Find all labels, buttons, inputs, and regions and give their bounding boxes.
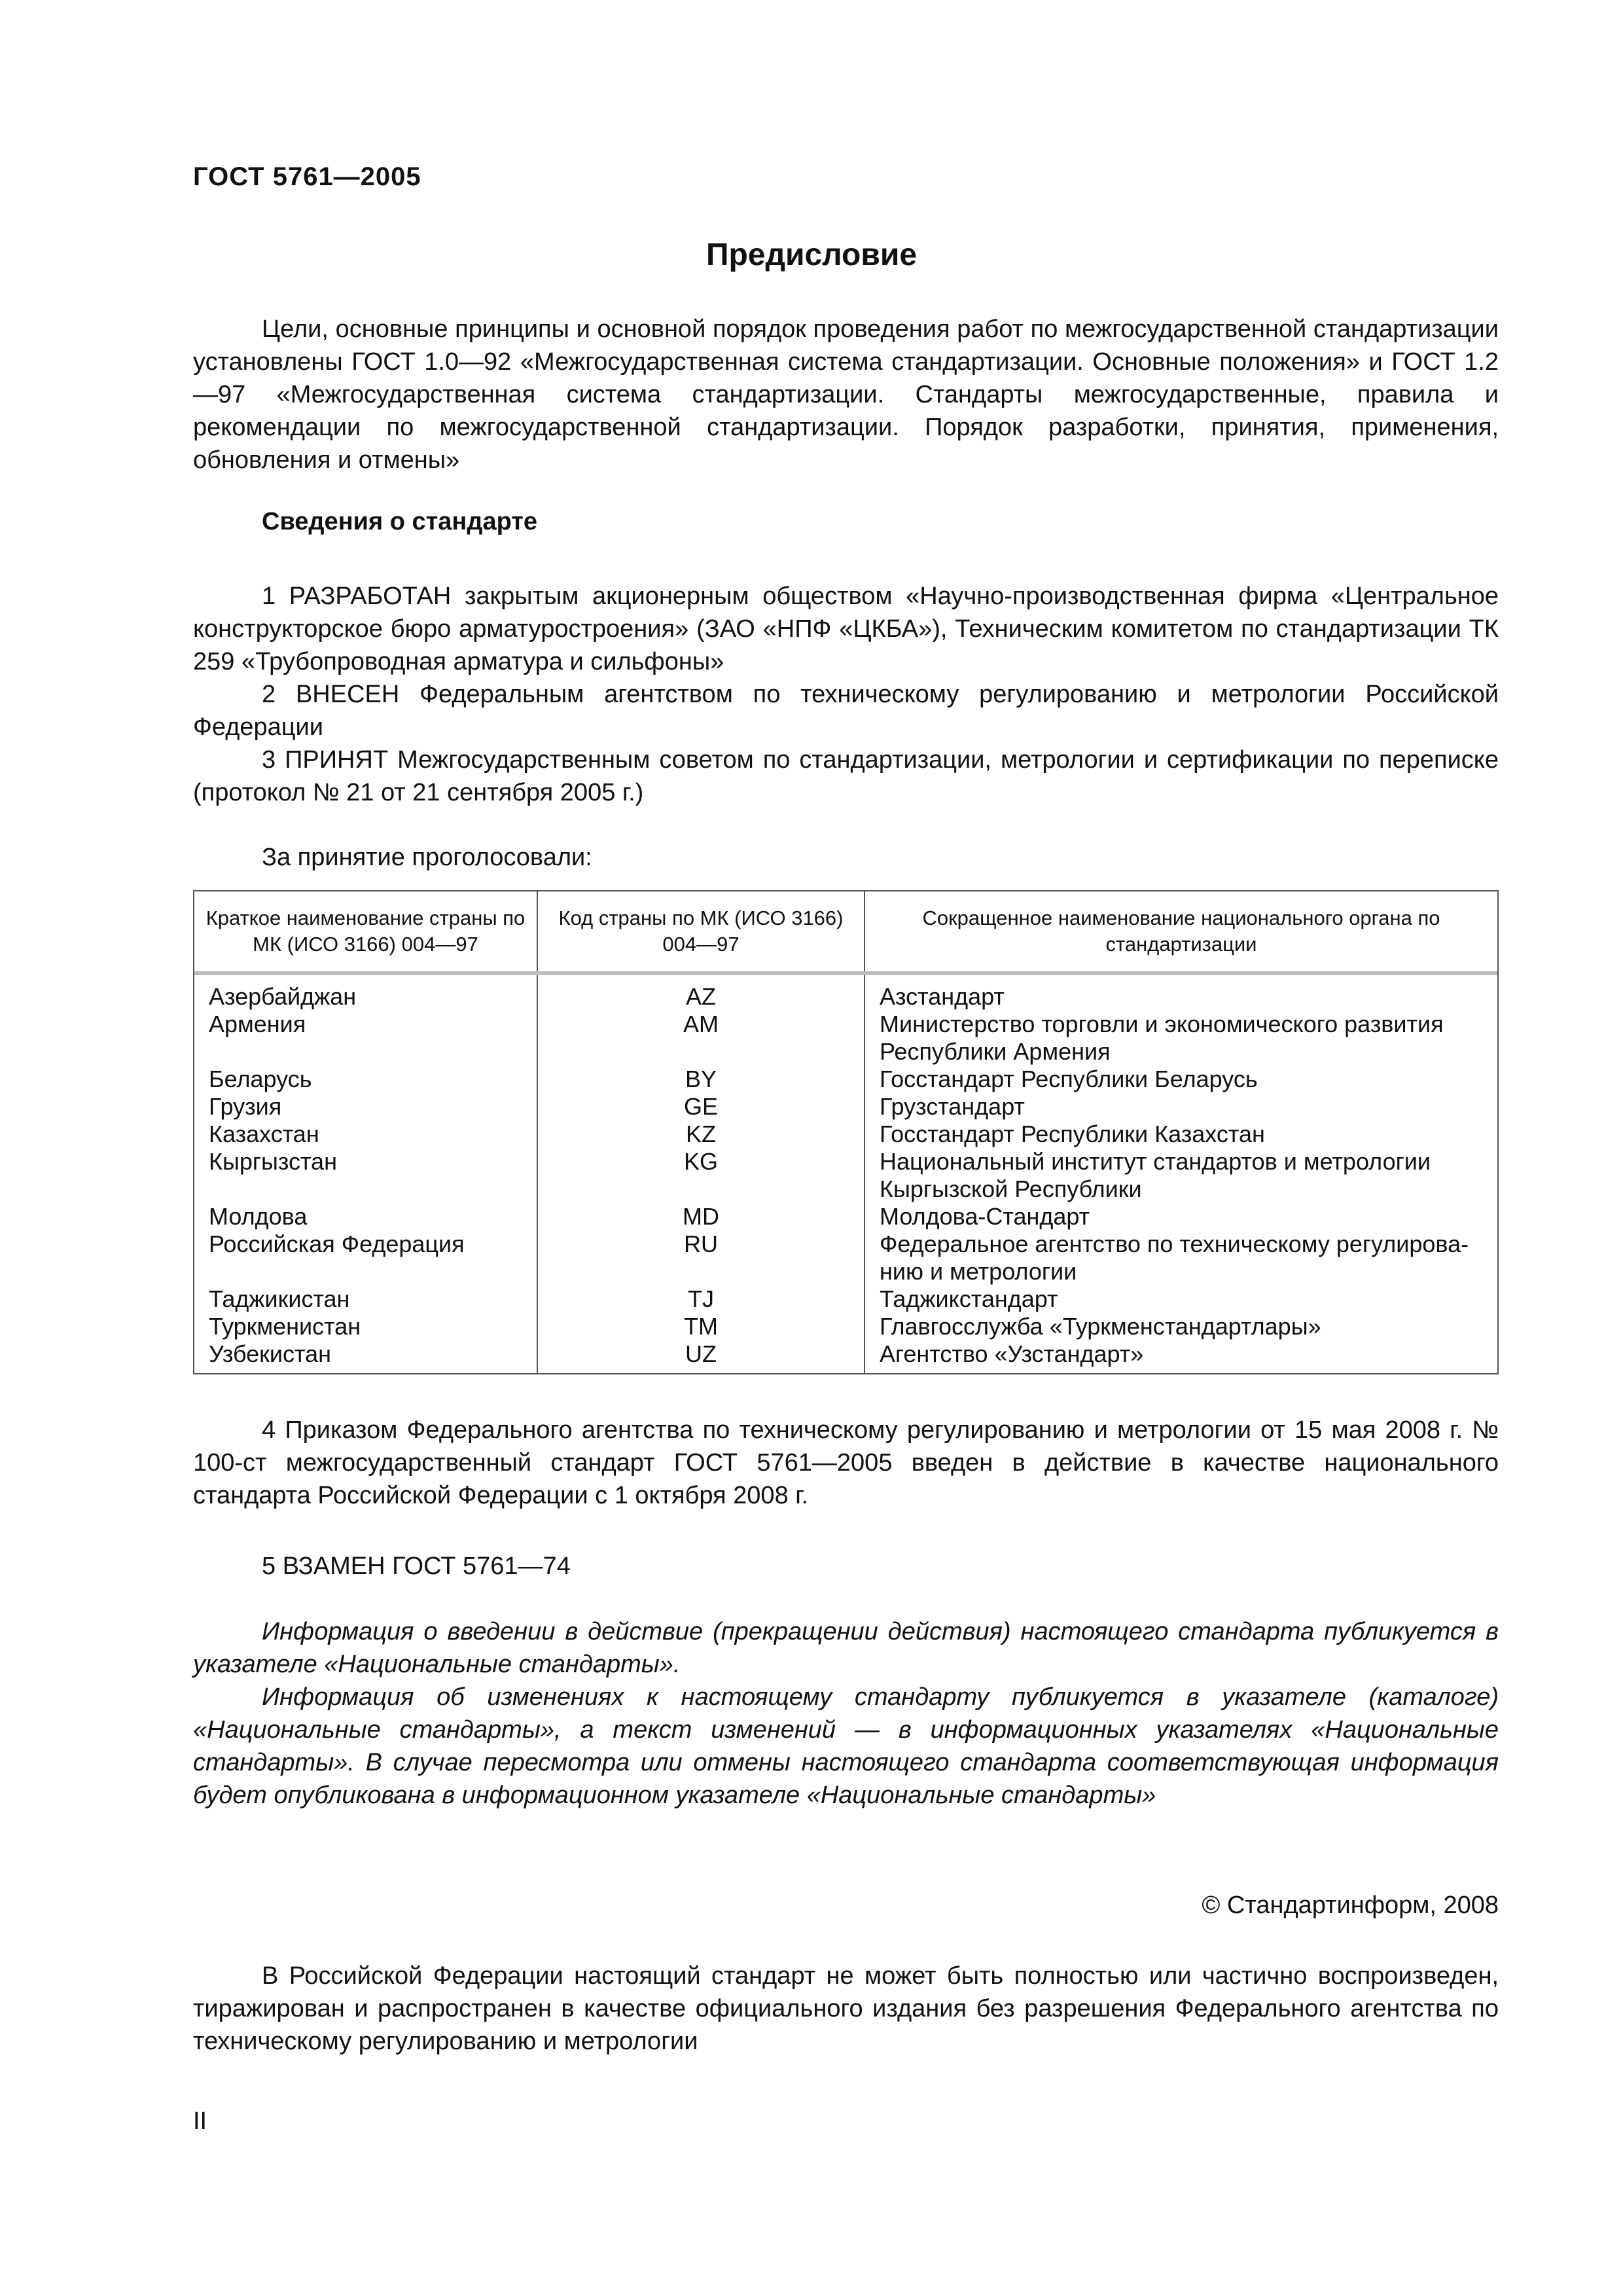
country-cell: Таджикистан <box>209 1285 350 1312</box>
code-cell: BY <box>685 1066 717 1092</box>
body-cell: Национальный институт стандартов и метрологии <box>880 1148 1431 1175</box>
code-cell: GE <box>683 1093 718 1120</box>
country-cell: Армения <box>209 1011 306 1037</box>
code-cell: AM <box>683 1011 719 1037</box>
country-cell-spacer <box>194 1038 537 1066</box>
item-3: 3 ПРИНЯТ Межгосударственным советом по стандартизации, метрологии и сертификации по переписке (протокол № 21 от 21 сентября 2005 г.) <box>193 746 1499 806</box>
header-country: Краткое наименование страны по МК (ИСО 3166) 004—97 <box>194 891 538 971</box>
standard-info-items <box>193 580 1499 809</box>
code-cell: MD <box>683 1203 719 1230</box>
body-cell: нию и метрологии <box>880 1258 1077 1285</box>
country-cell: Кыргызстан <box>209 1148 337 1175</box>
body-cell: Грузстандарт <box>880 1093 1025 1120</box>
body-cell: Таджикстандарт <box>880 1285 1058 1312</box>
vote-intro: За принятие проголосовали: <box>262 844 592 871</box>
code-cell: TM <box>684 1313 718 1340</box>
about-standard-heading: Сведения о стандарте <box>262 508 538 535</box>
voting-table <box>193 890 1499 1374</box>
document-code: ГОСТ 5761—2005 <box>193 162 421 191</box>
intro-paragraph: Цели, основные принципы и основной порядок проведения работ по межгосударственной стандартизации установлены ГОСТ 1.0—92 «Межгосударственная система стандартизации. Основные положения» и ГОСТ 1.2—97 «Межгосударственная система стандартизации. Стандарты межгосударственные, правила и рекомендации по межгосударственной стандартизации. Порядок разработки, принятия, применения, обновления и отмены» <box>193 315 1499 474</box>
country-cell-spacer <box>194 1258 537 1285</box>
body-cell: Республики Армения <box>880 1038 1111 1065</box>
item-4: 4 Приказом Федерального агентства по техническому регулированию и метрологии от 15 мая 2008 г. № 100-ст межгосударственный стандарт ГОСТ 5761—2005 введен в действие в качестве национального стандарта Российской Федерации с 1 октября 2008 г. <box>193 1416 1499 1509</box>
table-header <box>194 891 1497 975</box>
page-title: Предисловие <box>705 238 918 272</box>
code-cell: KG <box>683 1148 718 1175</box>
item-1: 1 РАЗРАБОТАН закрытым акционерным обществом «Научно-производственная фирма «Центральное конструкторское бюро арматуростроения» (ЗАО «НПФ «ЦКБА»), Техническим комитетом по стандартизации ТК 259 «Трубопроводная арматура и сильфоны» <box>193 583 1499 675</box>
item-5: 5 ВЗАМЕН ГОСТ 5761—74 <box>262 1552 571 1580</box>
page-number: II <box>193 2108 207 2135</box>
body-cell: Госстандарт Республики Беларусь <box>880 1066 1258 1092</box>
country-cell: Беларусь <box>209 1066 312 1092</box>
country-cell: Узбекистан <box>209 1340 332 1367</box>
country-cell: Казахстан <box>209 1121 319 1147</box>
code-cell-spacer <box>538 1175 864 1203</box>
body-column <box>865 975 1497 1373</box>
reproduction-notice: В Российской Федерации настоящий стандарт не может быть полностью или частично воспроизведен, тиражирован и распространен в качестве официального издания без разрешения Федерального агентства по техническому регулированию и метрологии <box>193 1962 1499 2055</box>
body-cell: Министерство торговли и экономического развития <box>880 1011 1444 1037</box>
header-code: Код страны по МК (ИСО 3166) 004—97 <box>538 891 865 971</box>
code-cell-spacer <box>538 1258 864 1285</box>
info-notes <box>193 1615 1499 1812</box>
info-note-2: Информация об изменениях к настоящему стандарту публикуется в указателе (каталоге) «Национальные стандарты», а текст изменений — в информационных указателях «Национальные стандарты». В случае пересмотра или отмены настоящего стандарта соответствующая информация будет опубликована в информационном указателе «Национальные стандарты» <box>193 1683 1499 1809</box>
country-cell-spacer <box>194 1175 537 1203</box>
country-cell: Российская Федерация <box>209 1230 465 1257</box>
item-2: 2 ВНЕСЕН Федеральным агентством по техническому регулированию и метрологии Российской Федерации <box>193 681 1499 741</box>
country-column <box>194 975 538 1373</box>
code-cell: UZ <box>685 1340 717 1367</box>
code-cell-spacer <box>538 1038 864 1066</box>
code-cell: TJ <box>688 1285 714 1312</box>
country-cell: Грузия <box>209 1093 282 1120</box>
country-cell: Туркменистан <box>209 1313 361 1340</box>
country-cell: Азербайджан <box>209 983 357 1010</box>
info-note-1: Информация о введении в действие (прекращении действия) настоящего стандарта публикуется в указателе «Национальные стандарты». <box>193 1618 1499 1678</box>
header-body: Сокращенное наименование национального органа по стандартизации <box>922 906 1440 956</box>
country-cell: Молдова <box>209 1203 308 1230</box>
code-column <box>538 975 865 1373</box>
body-cell: Госстандарт Республики Казахстан <box>880 1121 1265 1147</box>
code-cell: AZ <box>685 983 716 1010</box>
body-cell: Федеральное агентство по техническому регулирова- <box>880 1230 1469 1257</box>
body-cell: Агентство «Узстандарт» <box>880 1340 1144 1367</box>
body-cell: Молдова-Стандарт <box>880 1203 1090 1230</box>
copyright: © Стандартинформ, 2008 <box>1202 1892 1499 1919</box>
table-body <box>194 975 1497 1373</box>
body-cell: Главгосслужба «Туркменстандартлары» <box>880 1313 1321 1340</box>
body-cell: Азстандарт <box>880 983 1005 1010</box>
code-cell: RU <box>684 1230 718 1257</box>
code-cell: KZ <box>685 1121 716 1147</box>
body-cell: Кыргызской Республики <box>880 1175 1142 1202</box>
